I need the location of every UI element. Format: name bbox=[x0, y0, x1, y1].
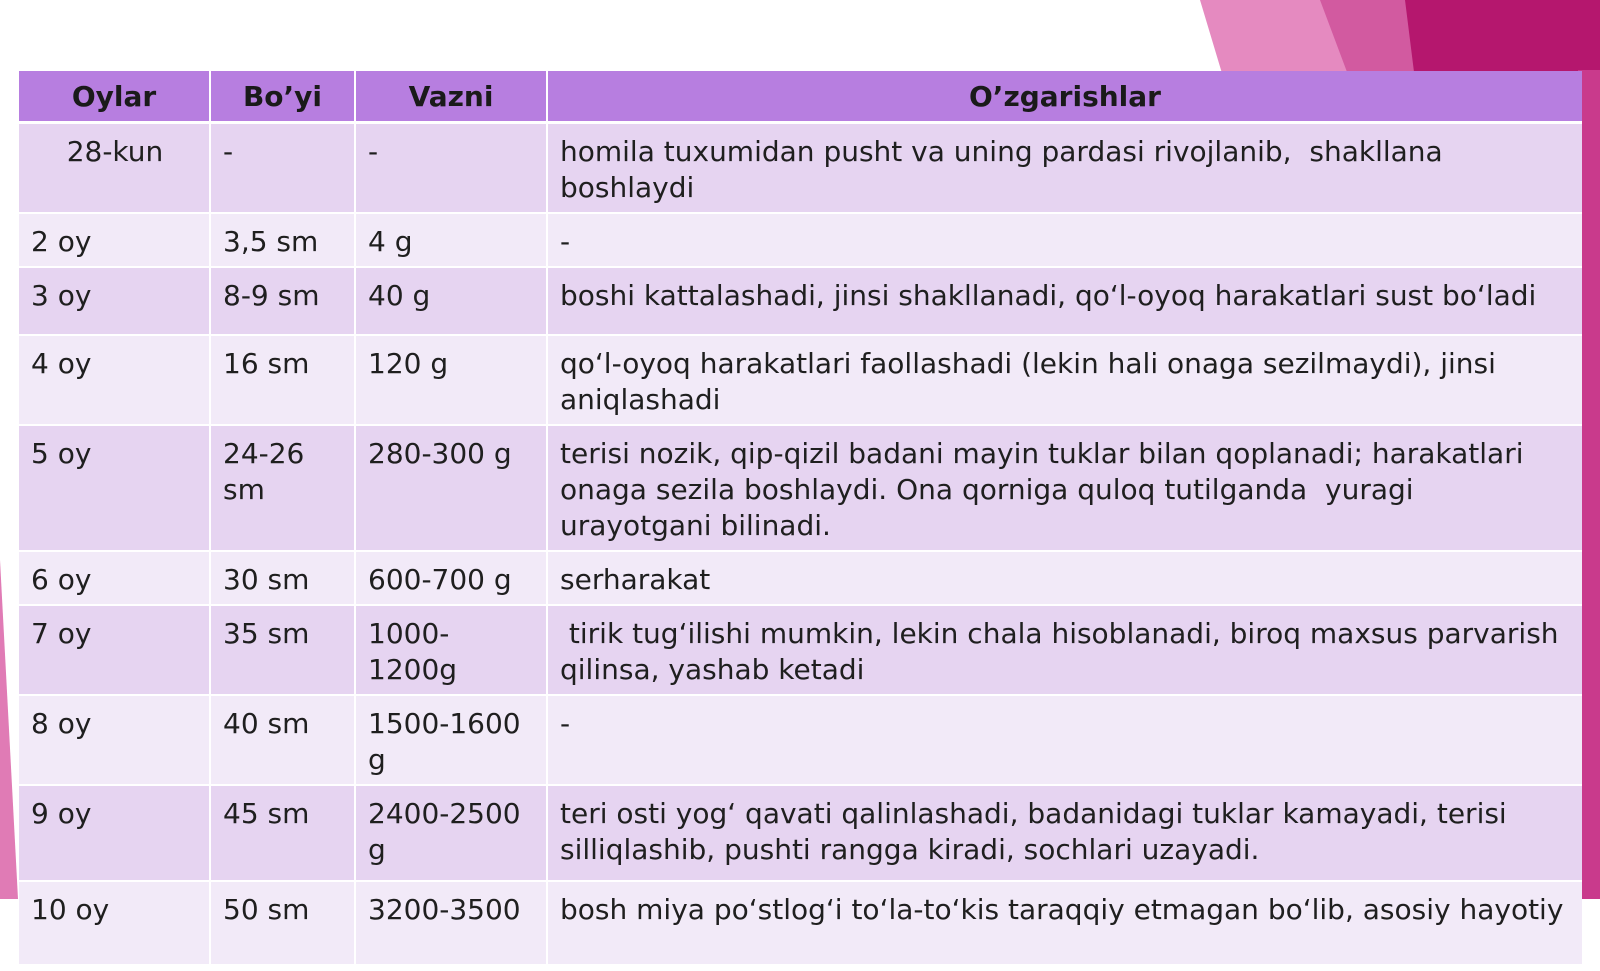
cell-month: 5 oy bbox=[19, 425, 210, 551]
cell-changes: homila tuxumidan pusht va uning pardasi rivojlanib, shakllana boshlaydi bbox=[547, 123, 1582, 214]
cell-month: 2 oy bbox=[19, 213, 210, 267]
table-row bbox=[19, 551, 1582, 605]
fetal-development-table-container bbox=[19, 71, 1582, 971]
table-row bbox=[19, 695, 1582, 785]
cell-weight: - bbox=[355, 123, 547, 214]
cell-weight: 40 g bbox=[355, 267, 547, 335]
cell-height: 16 sm bbox=[210, 335, 355, 425]
cell-month: 9 oy bbox=[19, 785, 210, 881]
cell-changes: serharakat bbox=[547, 551, 1582, 605]
header-weight: Vazni bbox=[355, 71, 547, 123]
cell-weight: 3200-3500 bbox=[355, 881, 547, 965]
corner-decoration bbox=[1200, 0, 1600, 80]
cell-height: 24-26 sm bbox=[210, 425, 355, 551]
header-month: Oylar bbox=[19, 71, 210, 123]
cell-changes: boshi kattalashadi, jinsi shakllanadi, qo‘l-oyoq harakatlari sust bo‘ladi bbox=[547, 267, 1582, 335]
cell-changes: terisi nozik, qip-qizil badani mayin tuklar bilan qoplanadi; harakatlari onaga sezila boshlaydi. Ona qorniga quloq tutilganda yuragi urayotgani bilinadi. bbox=[547, 425, 1582, 551]
cell-height: 30 sm bbox=[210, 551, 355, 605]
cell-weight: 4 g bbox=[355, 213, 547, 267]
header-changes: O’zgarishlar bbox=[547, 71, 1582, 123]
fetal-development-table bbox=[19, 71, 1582, 966]
cell-height: 50 sm bbox=[210, 881, 355, 965]
table-row bbox=[19, 335, 1582, 425]
cell-changes: bosh miya po‘stlog‘i to‘la-to‘kis taraqqiy etmagan bo‘lib, asosiy hayotiy bbox=[547, 881, 1582, 965]
cell-height: 40 sm bbox=[210, 695, 355, 785]
cell-changes: - bbox=[547, 213, 1582, 267]
cell-changes: teri osti yog‘ qavati qalinlashadi, badanidagi tuklar kamayadi, terisi silliqlashib, pushti rangga kiradi, sochlari uzayadi. bbox=[547, 785, 1582, 881]
table-row bbox=[19, 267, 1582, 335]
cell-height: - bbox=[210, 123, 355, 214]
table-header-row bbox=[19, 71, 1582, 123]
cell-changes: tirik tug‘ilishi mumkin, lekin chala hisoblanadi, biroq maxsus parvarish qilinsa, yashab ketadi bbox=[547, 605, 1582, 695]
table-row bbox=[19, 785, 1582, 881]
table-row bbox=[19, 605, 1582, 695]
cell-weight: 280-300 g bbox=[355, 425, 547, 551]
cell-month: 3 oy bbox=[19, 267, 210, 335]
cell-weight: 120 g bbox=[355, 335, 547, 425]
cell-month: 10 oy bbox=[19, 881, 210, 965]
cell-changes: - bbox=[547, 695, 1582, 785]
cell-month: 4 oy bbox=[19, 335, 210, 425]
table-row bbox=[19, 123, 1582, 214]
cell-month: 7 oy bbox=[19, 605, 210, 695]
cell-weight: 1500-1600 g bbox=[355, 695, 547, 785]
cell-changes: qo‘l-oyoq harakatlari faollashadi (lekin hali onaga sezilmaydi), jinsi aniqlashadi bbox=[547, 335, 1582, 425]
table-row bbox=[19, 881, 1582, 965]
cell-height: 3,5 sm bbox=[210, 213, 355, 267]
cell-weight: 1000-1200g bbox=[355, 605, 547, 695]
cell-height: 35 sm bbox=[210, 605, 355, 695]
table-row bbox=[19, 425, 1582, 551]
cell-month: 6 oy bbox=[19, 551, 210, 605]
table-row bbox=[19, 213, 1582, 267]
cell-month: 28-kun bbox=[19, 123, 210, 214]
cell-weight: 600-700 g bbox=[355, 551, 547, 605]
cell-height: 8-9 sm bbox=[210, 267, 355, 335]
cell-height: 45 sm bbox=[210, 785, 355, 881]
cell-weight: 2400-2500 g bbox=[355, 785, 547, 881]
header-height: Bo’yi bbox=[210, 71, 355, 123]
cell-month: 8 oy bbox=[19, 695, 210, 785]
